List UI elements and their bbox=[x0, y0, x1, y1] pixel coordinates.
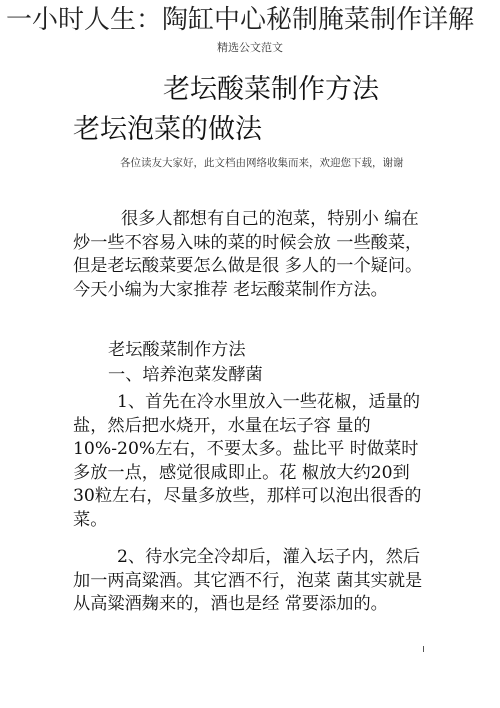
overlay-title: 一小时人生：陶缸中心秘制腌菜制作详解 bbox=[6, 5, 475, 35]
main-title: 老坛酸菜制作方法 bbox=[163, 74, 379, 105]
download-note: 各位读友大家好，此文档由网络收集而来，欢迎您下载，谢谢 bbox=[120, 157, 404, 169]
sub-title: 老坛泡菜的做法 bbox=[73, 114, 262, 145]
step-2-paragraph: 2、待水完全冷却后，灌入坛子内，然后加一两高粱酒。其它酒不行，泡菜 菌其实就是从高粱酒麹来的，酒也是经 常要添加的。 bbox=[73, 547, 423, 615]
section-heading: 老坛酸菜制作方法 bbox=[108, 340, 246, 360]
intro-paragraph: 很多人都想有自己的泡菜，特别小 编在炒一些不容易入味的菜的时候会放 一些酸菜，但是老坛酸菜要怎么做是很 多人的一个疑问。今天小编为大家推荐 老坛酸菜制作方法。 bbox=[73, 209, 423, 300]
step-heading: 一、培养泡菜发酵菌 bbox=[108, 365, 263, 385]
document-header: 精选公文范文 bbox=[217, 41, 283, 54]
page-mark bbox=[423, 646, 424, 652]
step-1-paragraph: 1、首先在冷水里放入一些花椒，适量的盐，然后把水烧开，水量在坛子容 量的10%-20%左右，不要太多。盐比平 时做菜时多放一点，感觉很咸即止。花 椒放大约20到30粒左右，尽量多放些，那样可以泡出很香的菜。 bbox=[73, 392, 422, 530]
